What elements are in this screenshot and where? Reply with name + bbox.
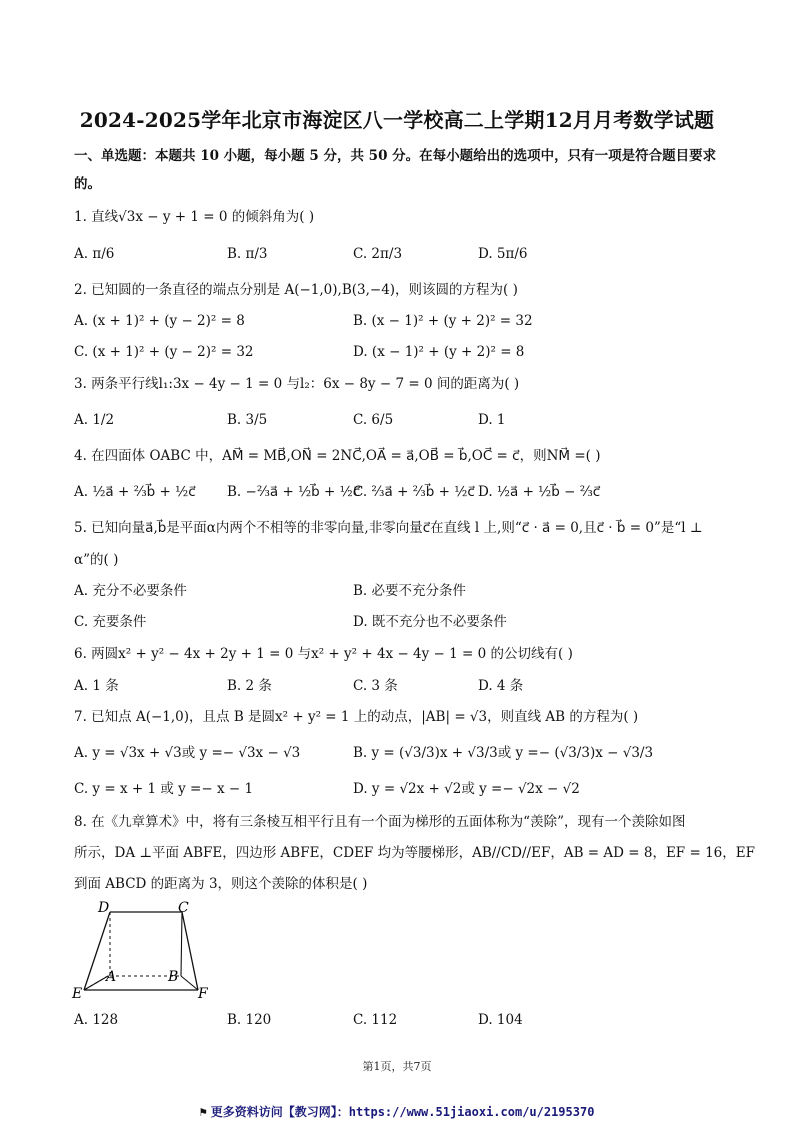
- q5-option-d: D. 既不充分也不必要条件: [353, 614, 507, 630]
- q3-option-a: A. 1/2: [74, 412, 115, 428]
- label-d: D: [98, 900, 110, 916]
- q7-option-d: D. y = √2x + √2或 y =− √2x − √2: [353, 781, 580, 797]
- question-3-stem: 3. 两条平行线l₁:3x − 4y − 1 = 0 与l₂：6x − 8y − 7 = 0 间的距离为( ): [74, 376, 520, 392]
- label-b: B: [168, 969, 179, 985]
- q1-option-c: C. 2π/3: [353, 246, 403, 262]
- q8-option-d: D. 104: [478, 1012, 523, 1028]
- section-heading-line1: 一、单选题：本题共 10 小题，每小题 5 分，共 50 分。在每小题给出的选项中，只有一项是符合题目要求: [74, 148, 717, 164]
- question-2-stem: 2. 已知圆的一条直径的端点分别是 A(−1,0),B(3,−4)，则该圆的方程为( ): [74, 282, 518, 298]
- q4-option-b: B. −⅔a⃗ + ½b⃗ + ½c⃗: [227, 484, 361, 500]
- flag-icon: ⚑: [199, 1105, 207, 1119]
- q4-option-d: D. ½a⃗ + ½b⃗ − ⅔c⃗: [478, 484, 601, 500]
- q7-option-c: C. y = x + 1 或 y =− x − 1: [74, 781, 254, 797]
- question-5-stem-line2: α”的( ): [74, 552, 119, 568]
- q2-option-d: D. (x − 1)² + (y + 2)² = 8: [353, 344, 525, 360]
- xianchu-solid-figure: [70, 898, 220, 1002]
- q8-option-a: A. 128: [74, 1012, 119, 1028]
- q5-option-c: C. 充要条件: [74, 614, 147, 630]
- label-f: F: [198, 986, 208, 1002]
- page-number: 第1页，共7页: [362, 1060, 432, 1073]
- section-heading-line2: 的。: [74, 176, 101, 192]
- q8-option-b: B. 120: [227, 1012, 272, 1028]
- q6-option-b: B. 2 条: [227, 678, 272, 694]
- label-c: C: [178, 900, 189, 916]
- q1-option-d: D. 5π/6: [478, 246, 528, 262]
- question-6-stem: 6. 两圆x² + y² − 4x + 2y + 1 = 0 与x² + y² + 4x − 4y − 1 = 0 的公切线有( ): [74, 646, 573, 662]
- q4-option-c: C. ⅔a⃗ + ⅔b⃗ + ½c⃗: [353, 484, 475, 500]
- question-8-stem-line2: 所示，DA ⊥平面 ABFE，四边形 ABFE，CDEF 均为等腰梯形，AB//CD//EF，AB = AD = 8，EF = 16，EF: [74, 845, 755, 861]
- q7-option-a: A. y = √3x + √3或 y =− √3x − √3: [74, 745, 301, 761]
- q3-option-c: C. 6/5: [353, 412, 394, 428]
- label-e: E: [72, 986, 83, 1002]
- q3-option-b: B. 3/5: [227, 412, 268, 428]
- q8-option-c: C. 112: [353, 1012, 398, 1028]
- page-title: 2024-2025学年北京市海淀区八一学校高二上学期12月月考数学试题: [79, 108, 715, 132]
- q1-option-b: B. π/3: [227, 246, 268, 262]
- resource-link-text[interactable]: 更多资料访问【教习网】：https://www.51jiaoxi.com/u/2195370: [210, 1105, 595, 1119]
- q1-option-a: A. π/6: [74, 246, 115, 262]
- question-8-stem-line3: 到面 ABCD 的距离为 3，则这个羡除的体积是( ): [74, 876, 368, 892]
- q6-option-a: A. 1 条: [74, 678, 119, 694]
- resource-link[interactable]: [0, 1103, 794, 1120]
- question-5-stem-line1: 5. 已知向量a⃗,b⃗是平面α内两个不相等的非零向量,非零向量c⃗在直线 l 上,则“c⃗ · a⃗ = 0,且c⃗ · b⃗ = 0”是“l ⊥: [74, 520, 703, 536]
- question-1-stem: 1. 直线√3x − y + 1 = 0 的倾斜角为( ): [74, 209, 315, 225]
- question-7-stem: 7. 已知点 A(−1,0)，且点 B 是圆x² + y² = 1 上的动点，|AB| = √3，则直线 AB 的方程为( ): [74, 709, 639, 725]
- q2-option-b: B. (x − 1)² + (y + 2)² = 32: [353, 313, 533, 329]
- q6-option-c: C. 3 条: [353, 678, 398, 694]
- q2-option-c: C. (x + 1)² + (y − 2)² = 32: [74, 344, 254, 360]
- q5-option-a: A. 充分不必要条件: [74, 583, 187, 599]
- q2-option-a: A. (x + 1)² + (y − 2)² = 8: [74, 313, 245, 329]
- q5-option-b: B. 必要不充分条件: [353, 583, 467, 599]
- q7-option-b: B. y = (√3/3)x + √3/3或 y =− (√3/3)x − √3/3: [353, 745, 654, 761]
- q6-option-d: D. 4 条: [478, 678, 524, 694]
- question-4-stem: 4. 在四面体 OABC 中，AM⃗ = MB⃗,ON⃗ = 2NC⃗,OA⃗ = a⃗,OB⃗ = b⃗,OC⃗ = c⃗，则NM⃗ =( ): [74, 448, 601, 464]
- question-8-stem-line1: 8. 在《九章算术》中，将有三条棱互相平行且有一个面为梯形的五面体称为“羡除”，现有一个羡除如图: [74, 814, 686, 830]
- q4-option-a: A. ½a⃗ + ⅔b⃗ + ½c⃗: [74, 484, 196, 500]
- q3-option-d: D. 1: [478, 412, 506, 428]
- label-a: A: [106, 969, 117, 985]
